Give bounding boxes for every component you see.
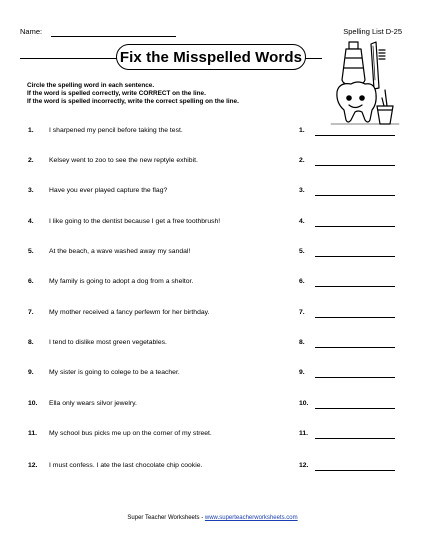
answer-number: 12. (299, 462, 309, 469)
page-title (116, 44, 306, 70)
question-number: 8. (28, 339, 34, 346)
footer-website-link[interactable]: www.superteacherworksheets.com (204, 515, 298, 521)
question-number: 10. (28, 400, 38, 407)
answer-number: 4. (299, 218, 305, 225)
instructions (27, 82, 239, 106)
answer-line[interactable] (315, 256, 395, 257)
instruction-line: If the word is spelled correctly, write CORRECT on the line. (27, 90, 206, 97)
answer-line[interactable] (315, 470, 395, 471)
answer-number: 2. (299, 157, 305, 164)
answer-number: 11. (299, 430, 309, 437)
answer-line[interactable] (315, 286, 395, 287)
answer-number: 9. (299, 369, 305, 376)
answer-line[interactable] (315, 135, 395, 136)
answer-line[interactable] (315, 165, 395, 166)
answer-number: 5. (299, 248, 305, 255)
footer-separator: - (201, 515, 204, 521)
footer-brand: Super Teacher Worksheets (127, 515, 200, 521)
answer-line[interactable] (315, 317, 395, 318)
question-row (0, 127, 425, 137)
answer-number: 6. (299, 278, 305, 285)
question-row (0, 218, 425, 228)
question-sentence: My sister is going to colege to be a teacher. (49, 369, 180, 376)
answer-line[interactable] (315, 226, 395, 227)
instruction-line: Circle the spelling word in each sentence. (27, 82, 155, 89)
question-row (0, 187, 425, 197)
question-row (0, 430, 425, 440)
answer-number: 7. (299, 309, 305, 316)
question-sentence: I sharpened my pencil before taking the test. (49, 127, 183, 134)
question-row (0, 309, 425, 319)
question-sentence: Ella only wears silvor jewelry. (49, 400, 137, 407)
answer-number: 3. (299, 187, 305, 194)
question-sentence: I must confess. I ate the last chocolate chip cookie. (49, 462, 203, 469)
answer-line[interactable] (315, 408, 395, 409)
answer-line[interactable] (315, 347, 395, 348)
answer-line[interactable] (315, 377, 395, 378)
page-title-text: Fix the Misspelled Words (119, 48, 303, 66)
question-row (0, 278, 425, 288)
footer (0, 515, 425, 521)
question-row (0, 369, 425, 379)
answer-number: 1. (299, 127, 305, 134)
question-sentence: Kelsey went to zoo to see the new reptyle exhibit. (49, 157, 198, 164)
question-number: 4. (28, 218, 34, 225)
name-field-line[interactable] (51, 36, 176, 37)
question-number: 12. (28, 462, 38, 469)
question-number: 5. (28, 248, 34, 255)
instruction-line: If the word is spelled incorrectly, write the correct spelling on the line. (27, 98, 239, 105)
answer-line[interactable] (315, 438, 395, 439)
question-sentence: My family is going to adopt a dog from a sheltor. (49, 278, 194, 285)
question-number: 2. (28, 157, 34, 164)
answer-number: 8. (299, 339, 305, 346)
question-row (0, 248, 425, 258)
question-row (0, 339, 425, 349)
question-number: 6. (28, 278, 34, 285)
answer-number: 10. (299, 400, 309, 407)
question-sentence: I tend to dislike most green vegetables. (49, 339, 167, 346)
question-sentence: At the beach, a wave washed away my sandal! (49, 248, 191, 255)
spelling-list-label: Spelling List D-25 (343, 27, 402, 36)
question-row (0, 400, 425, 410)
header-row (20, 27, 402, 39)
question-number: 1. (28, 127, 34, 134)
question-sentence: My school bus picks me up on the corner of my street. (49, 430, 212, 437)
answer-line[interactable] (315, 195, 395, 196)
question-sentence: Have you ever played capture the flag? (49, 187, 168, 194)
question-sentence: My mother received a fancy perfewm for her birthday. (49, 309, 210, 316)
question-number: 3. (28, 187, 34, 194)
toothbrush-toothpaste-clipart-icon (327, 40, 402, 126)
question-sentence: I like going to the dentist because I get a free toothbrush! (49, 218, 221, 225)
name-label: Name: (20, 27, 43, 36)
question-row (0, 157, 425, 167)
question-number: 9. (28, 369, 34, 376)
question-number: 7. (28, 309, 34, 316)
question-row (0, 462, 425, 472)
question-number: 11. (28, 430, 38, 437)
